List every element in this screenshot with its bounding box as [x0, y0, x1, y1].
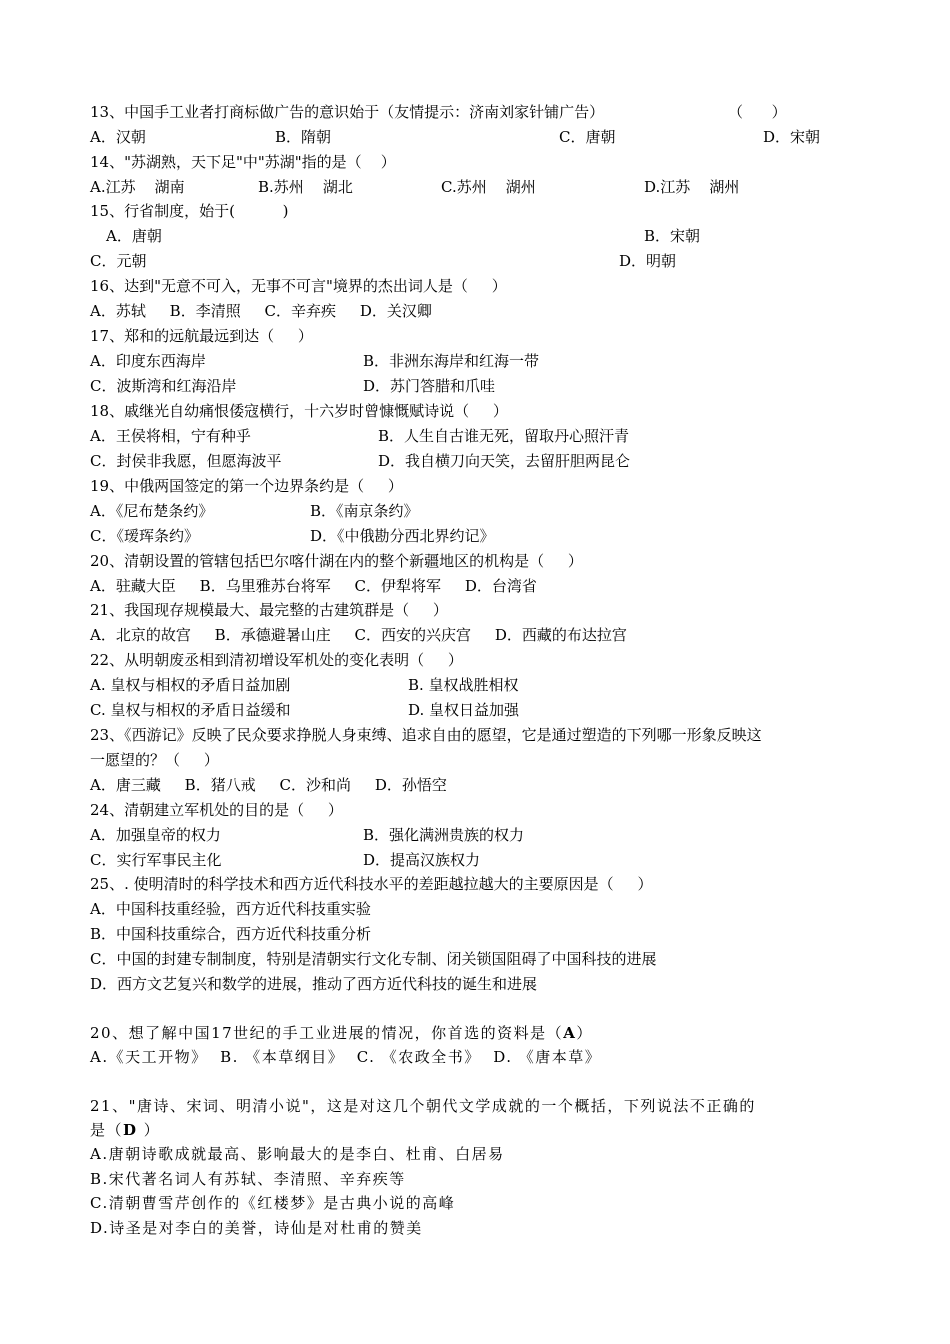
q17-option-d: D．苏门答腊和爪哇: [363, 377, 496, 395]
q20b-options: A.《天工开物》 B. 《本草纲目》 C. 《农政全书》 D. 《唐本草》: [90, 1048, 602, 1066]
q21-options: A．北京的故宫 B．承德避暑山庄 C．西安的兴庆宫 D．西藏的布达拉宫: [90, 626, 627, 644]
q18-option-c: C．封侯非我愿，但愿海波平: [90, 452, 282, 470]
q23-options: A．唐三藏 B．猪八戒 C．沙和尚 D．孙悟空: [90, 776, 447, 794]
q15-stem: 15、行省制度，始于( ): [90, 202, 289, 220]
q13-stem: 13、中国手工业者打商标做广告的意识始于（友情提示：济南刘家针铺广告）: [90, 103, 605, 121]
q25-option-d: D．西方文艺复兴和数学的进展，推动了西方近代科技的诞生和进展: [90, 975, 538, 993]
q15-option-d: D．明朝: [619, 252, 677, 270]
q17-option-c: C．波斯湾和红海沿岸: [90, 377, 237, 395]
q13-option-d: D．宋朝: [763, 128, 821, 146]
q22-option-b: B. 皇权战胜相权: [408, 676, 519, 694]
q18-option-d: D．我自横刀向天笑，去留肝胆两昆仑: [378, 452, 631, 470]
q24-option-c: C．实行军事民主化: [90, 851, 222, 869]
q13-option-b: B．隋朝: [275, 128, 332, 146]
q23-stem-line-2: 一愿望的？（ ）: [90, 751, 219, 769]
q25-option-a: A．中国科技重经验，西方近代科技重实验: [90, 900, 371, 918]
q16-stem: 16、达到"无意不可入，无事不可言"境界的杰出词人是（ ）: [90, 277, 507, 295]
q14-stem: 14、"苏湖熟，天下足"中"苏湖"指的是（ ）: [90, 153, 396, 171]
q14-option-a: A.江苏 湖南: [90, 178, 185, 196]
q20b-close-paren: ）: [576, 1024, 593, 1042]
q24-option-a: A．加强皇帝的权力: [90, 826, 221, 844]
q20-stem: 20、清朝设置的管辖包括巴尔喀什湖在内的整个新疆地区的机构是（ ）: [90, 552, 583, 570]
q15-option-c: C．元朝: [90, 252, 147, 270]
q25-option-b: B．中国科技重综合，西方近代科技重分析: [90, 925, 372, 943]
q13-option-c: C．唐朝: [559, 128, 616, 146]
q17-stem: 17、郑和的远航最远到达（ ）: [90, 327, 313, 345]
q15-option-b: B．宋朝: [644, 227, 701, 245]
q19-option-c: C．《瑷珲条约》: [90, 527, 199, 545]
q21b-stem-text: 是（: [90, 1121, 124, 1139]
q13-answer-paren: （ ）: [728, 103, 787, 121]
q19-option-d: D．《中俄勘分西北界约记》: [310, 527, 495, 545]
q16-options: A．苏轼 B．李清照 C．辛弃疾 D．关汉卿: [90, 302, 432, 320]
q22-option-c: C. 皇权与相权的矛盾日益缓和: [90, 701, 291, 719]
q21b-close-paren: ）: [137, 1121, 161, 1139]
q19-stem: 19、中俄两国签定的第一个边界条约是（ ）: [90, 477, 403, 495]
q21b-stem-line-1: 21、"唐诗、宋词、明清小说"，这是对这几个朝代文学成就的一个概括，下列说法不正确的: [90, 1097, 756, 1115]
q18-stem: 18、戚继光自幼痛恨倭寇横行，十六岁时曾慷慨赋诗说（ ）: [90, 402, 508, 420]
q21b-option-c: C.清朝曹雪芹创作的《红楼梦》是古典小说的高峰: [90, 1194, 456, 1212]
q21-stem: 21、我国现存规模最大、最完整的古建筑群是（ ）: [90, 601, 448, 619]
q20-options: A．驻藏大臣 B．乌里雅苏台将军 C．伊犁将军 D．台湾省: [90, 577, 537, 595]
q20b-stem: [90, 1023, 593, 1043]
q24-option-d: D．提高汉族权力: [363, 851, 481, 869]
q14-option-d: D.江苏 湖州: [644, 178, 740, 196]
q20b-stem-text: 20、想了解中国17世纪的手工业进展的情况，你首选的资料是（: [90, 1024, 564, 1042]
q20b-answer: A: [563, 1024, 577, 1042]
q21b-option-d: D.诗圣是对李白的美誉，诗仙是对杜甫的赞美: [90, 1219, 423, 1237]
q21b-answer: D: [123, 1121, 138, 1139]
q17-option-b: B．非洲东海岸和红海一带: [363, 352, 540, 370]
q22-stem: 22、从明朝废丞相到清初增设军机处的变化表明（ ）: [90, 651, 463, 669]
q25-stem: 25、. 使明清时的科学技术和西方近代科技水平的差距越拉越大的主要原因是（ ）: [90, 875, 653, 893]
q24-stem: 24、清朝建立军机处的目的是（ ）: [90, 801, 343, 819]
q14-option-b: B.苏州 湖北: [258, 178, 353, 196]
q13-option-a: A．汉朝: [90, 128, 146, 146]
q14-option-c: C.苏州 湖州: [441, 178, 536, 196]
q19-option-b: B．《南京条约》: [310, 502, 419, 520]
q25-option-c: C．中国的封建专制制度，特别是清朝实行文化专制、闭关锁国阻碍了中国科技的进展: [90, 950, 657, 968]
q18-option-b: B．人生自古谁无死，留取丹心照汗青: [378, 427, 630, 445]
q18-option-a: A．王侯将相，宁有种乎: [90, 427, 251, 445]
q21b-option-a: A.唐朝诗歌成就最高、影响最大的是李白、杜甫、白居易: [90, 1145, 505, 1163]
q22-option-a: A. 皇权与相权的矛盾日益加剧: [90, 676, 291, 694]
q24-option-b: B．强化满洲贵族的权力: [363, 826, 525, 844]
q15-option-a: A．唐朝: [106, 227, 162, 245]
q21b-option-b: B.宋代著名词人有苏轼、李清照、辛弃疾等: [90, 1170, 406, 1188]
q19-option-a: A．《尼布楚条约》: [90, 502, 214, 520]
q23-stem-line-1: 23、《西游记》反映了民众要求挣脱人身束缚、追求自由的愿望，它是通过塑造的下列哪一形象反映这: [90, 726, 762, 744]
q22-option-d: D. 皇权日益加强: [408, 701, 520, 719]
q17-option-a: A．印度东西海岸: [90, 352, 206, 370]
q21b-stem-line-2: [90, 1120, 160, 1140]
